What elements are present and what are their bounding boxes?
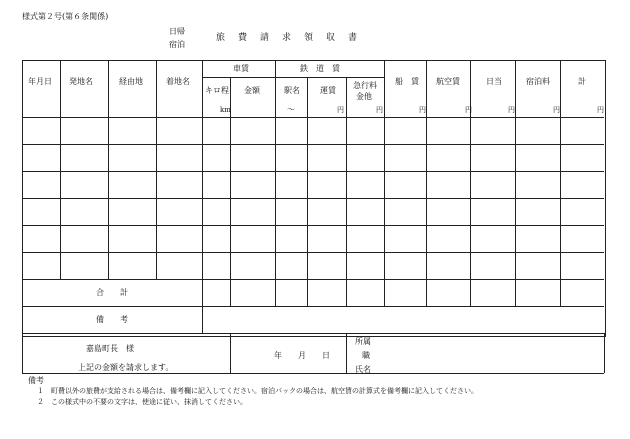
header-amount: 金額: [244, 86, 260, 95]
table-row-line: [22, 225, 604, 226]
yen-unit-daily: 円: [508, 106, 515, 114]
header-via: 経由地: [119, 77, 143, 86]
request-date: 年 月 日: [274, 351, 330, 360]
footer-box-line: [22, 373, 604, 374]
table-col-line: [156, 60, 157, 117]
header-km: キロ程: [205, 86, 229, 95]
form-number: 様式第２号(第６条関係): [22, 12, 109, 21]
table-row-line: [22, 171, 604, 172]
table-col-line: [202, 60, 203, 333]
table-row-line: [22, 198, 604, 199]
table-row-line: [22, 252, 604, 253]
header-car-fare: 車賃: [233, 64, 249, 73]
header-fare: 運賃: [320, 86, 336, 95]
header-lodging: 宿泊料: [526, 77, 550, 86]
header-express-line1: 急行料: [353, 81, 377, 90]
header-railway: 鉄 道 賃: [300, 64, 340, 73]
total-row-label: 合 計: [96, 288, 128, 297]
title-prefix-overnight: 宿泊: [169, 40, 185, 49]
header-ship: 船 賃: [395, 77, 419, 86]
table-row-line: [22, 306, 604, 307]
header-departure: 発地名: [69, 77, 93, 86]
table-col-line: [60, 117, 61, 279]
footer-box-line: [604, 333, 605, 373]
table-col-line: [275, 60, 276, 77]
table-col-line: [515, 60, 516, 306]
table-col-line: [384, 60, 385, 306]
yen-unit-express: 円: [376, 106, 383, 114]
name-label: 氏名: [355, 365, 371, 374]
table-col-line: [560, 60, 561, 306]
header-total: 計: [578, 77, 586, 86]
table-col-line: [60, 60, 61, 117]
remarks-bottom-line: [22, 333, 604, 334]
table-col-line: [346, 77, 347, 306]
title-prefix-daytrip: 日帰: [169, 27, 185, 36]
yen-unit-lodging: 円: [553, 106, 560, 114]
header-station: 駅名: [284, 86, 300, 95]
table-col-line: [108, 60, 109, 117]
table-row-line: [22, 279, 604, 280]
notes-heading: 備考: [28, 376, 44, 385]
header-km-unit: km: [220, 106, 231, 114]
yen-unit-air: 円: [465, 106, 472, 114]
document-title: 旅 費 請 求 領 収 書: [216, 33, 360, 43]
position-label: 職: [362, 351, 370, 360]
note-2: ２ この様式中の不要の文字は、使途に従い、抹消してください。: [37, 398, 247, 406]
table-col-line: [426, 60, 427, 306]
header-daily: 日当: [486, 77, 502, 86]
header-arrival: 着地名: [166, 77, 190, 86]
remarks-row-label: 備 考: [96, 315, 128, 324]
table-col-line: [275, 77, 276, 306]
note-1: １ 町費以外の旅費が支給される場合は、備考欄に記入してください。宿泊パックの場合は、航空賃の計算式を備考欄に記入してください。: [37, 387, 478, 395]
table-col-line: [108, 117, 109, 279]
table-col-line: [470, 60, 471, 306]
footer-box-line: [230, 333, 231, 373]
table-row-line: [22, 144, 604, 145]
footer-box-line: [22, 333, 23, 373]
table-row-line: [22, 117, 604, 118]
table-col-line: [156, 117, 157, 279]
addressee: 嘉島町長 様: [86, 344, 134, 353]
yen-unit-ship: 円: [419, 106, 426, 114]
request-statement: 上記の金額を請求します。: [78, 363, 174, 372]
table-col-line: [307, 77, 308, 306]
affiliation-label: 所属: [355, 337, 371, 346]
header-date: 年月日: [28, 77, 52, 86]
yen-unit-total: 円: [597, 106, 604, 114]
header-station-separator: ～: [287, 105, 295, 114]
yen-unit-fare: 円: [337, 106, 344, 114]
header-air: 航空賃: [436, 77, 460, 86]
footer-box-line: [346, 333, 347, 373]
header-express-line2: 金他: [356, 92, 372, 101]
